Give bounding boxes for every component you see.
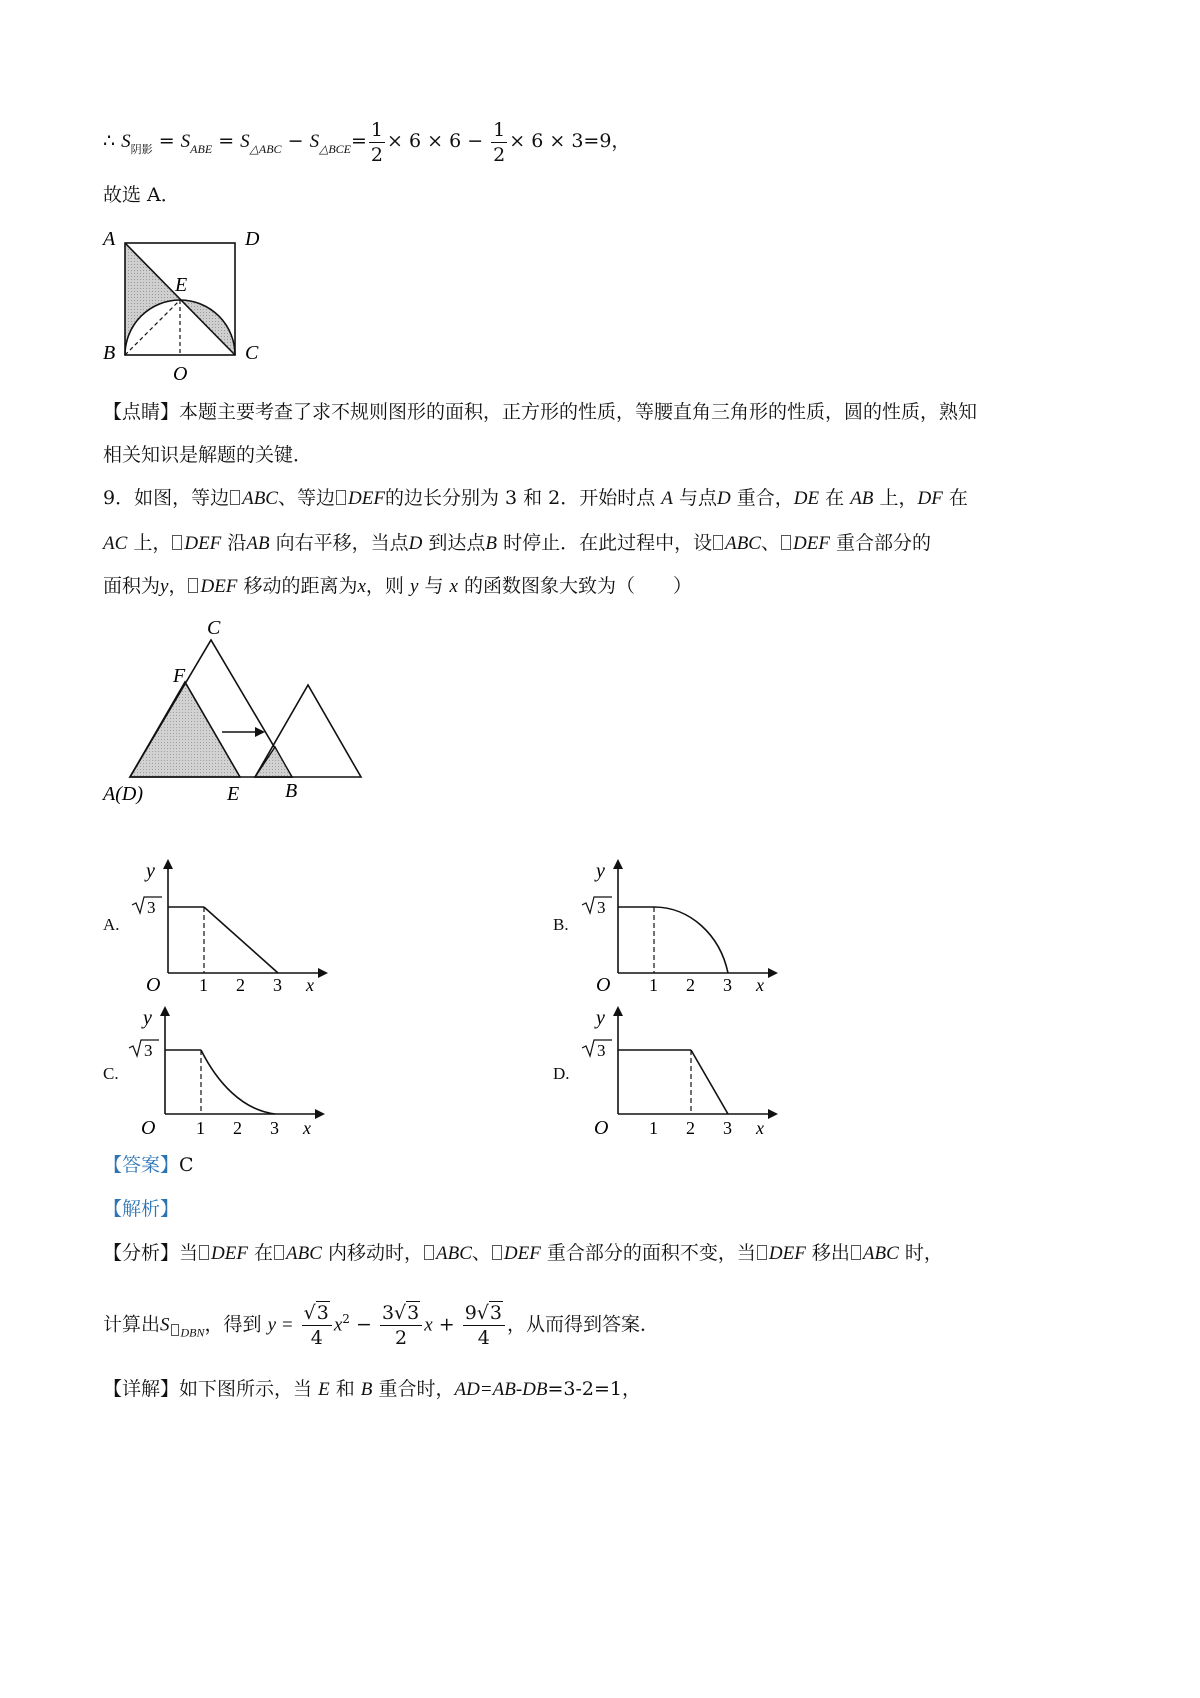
triangle-symbol-box (492, 1245, 502, 1260)
text: 计算出 (103, 1313, 161, 1336)
therefore-symbol: ∴ (103, 130, 116, 152)
product-term: × 6 × 6 − (387, 130, 484, 152)
text: 在 (254, 1242, 274, 1264)
radicand: 3 (316, 1301, 329, 1324)
text: 、等边 (277, 487, 335, 509)
x-axis-arrow-icon (318, 968, 328, 978)
label-ad: A(D) (103, 783, 143, 805)
subscript-shadow: 阴影 (130, 143, 153, 156)
text: 移动的距离为 (243, 575, 358, 597)
point-b: B (360, 1379, 373, 1400)
option-a-label[interactable]: A. (103, 915, 120, 934)
sqrt3-label: 3 (597, 1041, 606, 1060)
text: 重合部分的面积不变，当 (546, 1242, 756, 1264)
equation: AD=AB-DB (454, 1379, 548, 1400)
def: DEF (768, 1243, 806, 1264)
triangles-figure (95, 610, 385, 810)
label-c: C (245, 342, 259, 364)
label-a: A (103, 228, 116, 250)
choice-line: 故选 A． (103, 184, 180, 206)
y-axis-arrow-icon (163, 859, 173, 869)
text: 上， (133, 532, 172, 554)
fraction-3sqrt3-over-2 (380, 1302, 422, 1349)
plus-sign: + (438, 1313, 455, 1336)
triangle-symbol-box (199, 1245, 209, 1260)
option-b-graph[interactable] (580, 855, 780, 995)
answer-value: C (179, 1154, 194, 1176)
def: DEF (503, 1243, 541, 1264)
axis-x-label: x (756, 975, 764, 995)
y-axis-arrow-icon (613, 859, 623, 869)
abc: ABC (435, 1243, 472, 1264)
triangle-symbol-box (713, 535, 723, 550)
origin-label: O (146, 974, 161, 995)
origin-label: O (594, 1117, 609, 1139)
text: 时， (904, 1242, 943, 1264)
tick-2: 2 (686, 975, 695, 995)
axis-y-label: y (596, 860, 605, 882)
numerator: 1 (370, 118, 384, 141)
numerator: 1 (493, 118, 506, 141)
subscript-abc: △ABC (249, 142, 282, 156)
text: 的边长分别为 3 和 2．开始时点 (384, 487, 656, 509)
text: 的函数图象大致为（ ） (464, 575, 693, 597)
point-e: E (318, 1379, 330, 1400)
label-f: F (173, 665, 186, 687)
fenxi-tag: 【分析】 (103, 1242, 180, 1264)
tick-1: 1 (649, 1118, 658, 1138)
minus-sign: − (355, 1313, 372, 1336)
abc: ABC (862, 1243, 899, 1264)
text: 、 (471, 1242, 491, 1264)
abc: ABC (725, 533, 761, 554)
curve-linear (691, 1050, 728, 1114)
var-x: x (424, 1314, 433, 1336)
triangle-symbol-box (336, 490, 346, 505)
var-x: x (333, 1314, 343, 1336)
triangle-def-start (130, 682, 240, 777)
subscript-dbn: DBN (180, 1325, 205, 1340)
text: ，从而得到答案． (506, 1313, 659, 1336)
tick-3: 3 (273, 975, 282, 995)
def: DEF (348, 488, 385, 509)
text: 在 (948, 487, 968, 509)
radicand: 3 (489, 1301, 502, 1324)
seg-ac: AC (103, 533, 128, 554)
triangle-symbol-box (171, 1324, 179, 1336)
area-equation (103, 117, 630, 165)
sqrt3-label: 3 (147, 898, 156, 917)
text: 9．如图，等边 (103, 487, 230, 509)
text: 沿 (227, 532, 247, 554)
text: 当 (179, 1242, 199, 1264)
text: ，得到 (204, 1313, 262, 1336)
origin-label: O (141, 1117, 156, 1139)
var-y: y (409, 576, 419, 597)
text: 重合时， (378, 1378, 455, 1400)
axis-y-label: y (146, 860, 155, 882)
product-term: × 6 × 3=9， (509, 130, 631, 152)
text: 和 (335, 1378, 355, 1400)
dianjing-line1: 【点睛】本题主要考查了求不规则图形的面积，正方形的性质，等腰直角三角形的性质，圆的性质，熟知 (103, 401, 978, 423)
dianjing-line2: 相关知识是解题的关键． (103, 444, 313, 466)
tick-1: 1 (199, 975, 208, 995)
equals-sign: = (351, 130, 367, 152)
label-b: B (103, 342, 116, 364)
text: 上， (879, 487, 918, 509)
s-symbol: S (121, 131, 131, 152)
curve-concave (654, 907, 728, 973)
overlap-shaded (255, 747, 292, 777)
denominator: 4 (477, 1326, 490, 1349)
text: 重合部分的 (835, 532, 931, 554)
jiexi-tag: 【解析】 (103, 1198, 180, 1220)
triangle-symbol-box (757, 1245, 767, 1260)
text: 、 (760, 532, 780, 554)
tick-2: 2 (686, 1118, 695, 1138)
point-d: D (716, 488, 731, 509)
xiangjie-tag: 【详解】 (103, 1378, 180, 1400)
x-axis-arrow-icon (315, 1109, 325, 1119)
text: 时停止．在此过程中，设 (503, 532, 713, 554)
text: 与点 (678, 487, 717, 509)
abc: ABC (242, 488, 278, 509)
option-c-label[interactable]: C. (103, 1064, 119, 1083)
label-c: C (207, 617, 221, 639)
subscript-bce: △BCE (319, 142, 351, 156)
tick-2: 2 (236, 975, 245, 995)
def: DEF (211, 1243, 248, 1264)
axis-y-label: y (143, 1007, 152, 1029)
var-x: x (357, 576, 366, 597)
triangle-symbol-box (781, 535, 791, 550)
label-o: O (173, 363, 188, 385)
tick-3: 3 (723, 975, 732, 995)
triangle-symbol-box (230, 490, 240, 505)
label-e: E (227, 783, 240, 805)
xiangjie-line (103, 1380, 641, 1399)
def: DEF (184, 533, 222, 554)
numerator: 3√3 (380, 1302, 422, 1326)
origin-label: O (596, 974, 611, 995)
q9-line3 (103, 577, 692, 596)
seg-ab: AB (850, 488, 874, 509)
text: 面积为 (103, 575, 161, 597)
curve-convex (201, 1050, 275, 1114)
triangle-symbol-box (851, 1245, 861, 1260)
triangle-symbol-box (274, 1245, 284, 1260)
label-d: D (245, 228, 260, 250)
coef: 9 (464, 1301, 477, 1324)
text: =3-2=1， (547, 1378, 642, 1400)
numerator: 9√3 (463, 1302, 505, 1326)
label-e: E (175, 274, 188, 296)
point-a: A (661, 488, 673, 509)
seg-ab: AB (246, 533, 270, 554)
minus-sign: − (287, 130, 304, 152)
point-b: B (485, 533, 498, 554)
curve-linear (204, 907, 278, 973)
tick-2: 2 (233, 1118, 242, 1138)
y-axis-arrow-icon (160, 1006, 170, 1016)
tick-3: 3 (723, 1118, 732, 1138)
seg-de: DE (793, 488, 820, 509)
var-y: y (160, 576, 169, 597)
answer-tag: 【答案】 (103, 1154, 180, 1176)
axis-x-label: x (756, 1118, 764, 1138)
text: ，则 (365, 575, 404, 597)
coef: 3 (381, 1301, 395, 1324)
option-b-label[interactable]: B. (553, 915, 569, 934)
label-b: B (285, 780, 298, 802)
q9-line2 (103, 534, 931, 553)
option-c-graph[interactable] (127, 1002, 327, 1142)
text: 重合， (736, 487, 794, 509)
answer-line (103, 1156, 194, 1175)
text: 在 (825, 487, 845, 509)
s-symbol: S (180, 131, 191, 152)
option-d-graph[interactable] (580, 1002, 780, 1142)
option-d-label[interactable]: D. (553, 1064, 570, 1083)
abc: ABC (286, 1243, 322, 1264)
radicand: 3 (407, 1301, 420, 1324)
exponent: 2 (342, 1312, 350, 1326)
denominator: 4 (310, 1326, 323, 1349)
subscript-abe: ABE (190, 142, 213, 156)
denominator: 2 (493, 143, 506, 166)
equals-sign: = (158, 130, 175, 152)
seg-df: DF (917, 488, 943, 509)
axis-x-label: x (306, 975, 314, 995)
triangle-symbol-box (188, 578, 198, 593)
axis-y-label: y (596, 1007, 605, 1029)
equals-sign: = (218, 130, 235, 152)
denominator: 2 (370, 143, 384, 166)
axis-x-label: x (303, 1118, 311, 1138)
text: 到达点 (428, 532, 486, 554)
shaded-region-left (125, 243, 180, 355)
s-symbol: S (240, 131, 250, 152)
fenxi-line1 (103, 1244, 943, 1263)
text: 内移动时， (327, 1242, 423, 1264)
tick-1: 1 (649, 975, 658, 995)
point-d: D (408, 533, 423, 554)
tick-3: 3 (270, 1118, 279, 1138)
triangle-symbol-box (424, 1245, 434, 1260)
text: ， (168, 575, 188, 597)
denominator: 2 (395, 1326, 408, 1349)
text: 向右平移，当点 (275, 532, 409, 554)
def: DEF (200, 576, 238, 597)
fraction-half (491, 119, 507, 166)
tick-1: 1 (196, 1118, 205, 1138)
square-figure (95, 225, 295, 385)
x-axis-arrow-icon (768, 968, 778, 978)
var-x: x (449, 576, 458, 597)
fraction-sqrt3-over-4 (302, 1302, 332, 1349)
text: 与 (424, 575, 444, 597)
text: 如下图所示，当 (179, 1378, 313, 1400)
s-symbol: S (160, 1314, 170, 1336)
sqrt3-label: 3 (597, 898, 606, 917)
numerator: √3 (302, 1302, 332, 1326)
text: 移出 (811, 1242, 850, 1264)
fraction-9sqrt3-over-4 (463, 1302, 505, 1349)
triangle-symbol-box (172, 535, 182, 550)
y-equals: y = (267, 1314, 294, 1336)
x-axis-arrow-icon (768, 1109, 778, 1119)
def: DEF (793, 533, 830, 554)
s-symbol: S (309, 131, 320, 152)
fraction-half (369, 119, 385, 166)
sqrt3-label: 3 (144, 1041, 153, 1060)
fenxi-line2 (103, 1293, 659, 1349)
q9-line1 (103, 489, 968, 508)
option-a-graph[interactable] (130, 855, 330, 995)
y-axis-arrow-icon (613, 1006, 623, 1016)
